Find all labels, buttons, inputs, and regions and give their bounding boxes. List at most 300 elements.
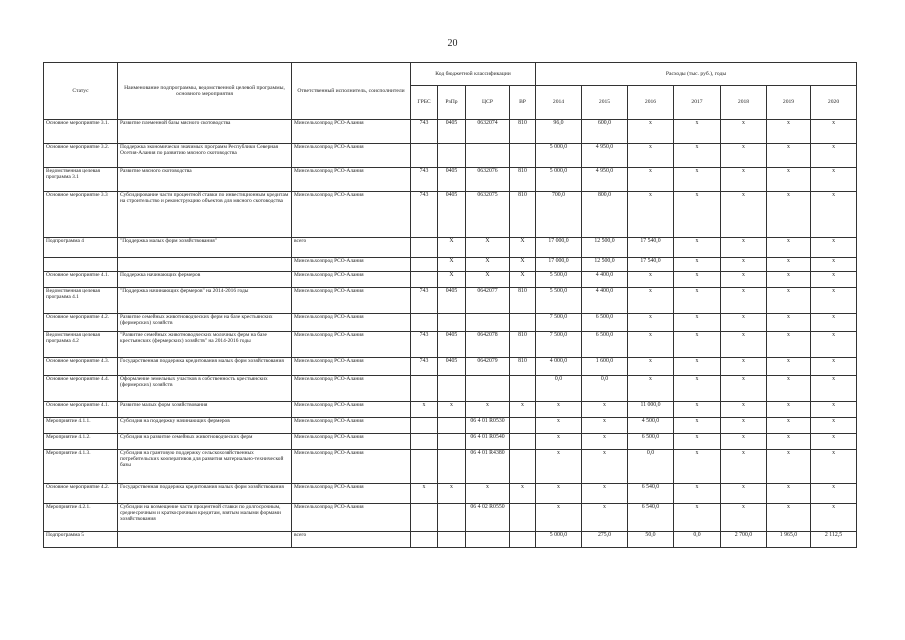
cell-amount: x <box>674 484 721 504</box>
table-row <box>44 376 857 402</box>
cell-amount: x <box>674 168 721 192</box>
cell-executor: Минсельхозпрод РСО-Алания <box>292 272 411 288</box>
cell-status: Основное мероприятие 4.1. <box>44 272 118 288</box>
cell-executor: Минсельхозпрод РСО-Алания <box>292 258 411 272</box>
cell-status: Мероприятие 4.1.3. <box>44 450 118 484</box>
table-row <box>44 288 857 314</box>
cell-amount: 4 400,0 <box>582 272 628 288</box>
cell-amount: x <box>767 120 811 144</box>
cell-executor: Минсельхозпрод РСО-Алания <box>292 376 411 402</box>
cell-executor: Минсельхозпрод РСО-Алания <box>292 120 411 144</box>
cell-status: Ведомственная целевая программа 4.2 <box>44 332 118 358</box>
cell-code-csr <box>466 376 510 402</box>
cell-amount: x <box>721 168 767 192</box>
cell-amount: 17 540,0 <box>628 258 674 272</box>
cell-executor: Минсельхозпрод РСО-Алания <box>292 450 411 484</box>
header-year: 2016 <box>628 86 674 120</box>
cell-amount: x <box>536 402 582 418</box>
cell-executor: Минсельхозпрод РСО-Алания <box>292 168 411 192</box>
cell-code-rzpr: x <box>438 402 466 418</box>
cell-amount: x <box>767 258 811 272</box>
table-row <box>44 258 857 272</box>
cell-amount: x <box>674 238 721 258</box>
cell-executor: Минсельхозпрод РСО-Алания <box>292 434 411 450</box>
cell-code-rzpr: 0405 <box>438 120 466 144</box>
table-row <box>44 168 857 192</box>
cell-amount: x <box>674 332 721 358</box>
cell-executor: Минсельхозпрод РСО-Алания <box>292 332 411 358</box>
cell-amount: 17 000,0 <box>536 258 582 272</box>
cell-amount: x <box>767 484 811 504</box>
cell-code-rzpr <box>438 144 466 168</box>
cell-name: Поддержка начинающих фермеров <box>118 272 292 288</box>
cell-amount: 5 000,0 <box>536 144 582 168</box>
cell-name: Субсидия на поддержку начинающих фермеров <box>118 418 292 434</box>
cell-amount: x <box>536 450 582 484</box>
cell-amount: 700,0 <box>536 192 582 238</box>
header-year: 2019 <box>767 86 811 120</box>
cell-code-grbs <box>411 258 438 272</box>
cell-code-rzpr: 0405 <box>438 288 466 314</box>
cell-amount: x <box>767 332 811 358</box>
cell-amount: x <box>767 272 811 288</box>
cell-amount: 800,0 <box>582 192 628 238</box>
header-code-group: Код бюджетной классификации <box>411 63 536 86</box>
cell-amount: x <box>536 504 582 532</box>
cell-name: Государственная поддержка кредитования малых форм хозяйствования <box>118 358 292 376</box>
cell-amount: x <box>721 314 767 332</box>
cell-code-csr: 06 4 02 R0550 <box>466 504 510 532</box>
cell-amount: 5 500,0 <box>536 288 582 314</box>
cell-status: Основное мероприятие 4.3. <box>44 358 118 376</box>
cell-code-csr: 06 4 01 R4380 <box>466 450 510 484</box>
cell-amount: x <box>767 192 811 238</box>
cell-amount: x <box>811 314 857 332</box>
cell-code-vr: 810 <box>510 358 536 376</box>
cell-executor: Минсельхозпрод РСО-Алания <box>292 402 411 418</box>
cell-code-grbs <box>411 238 438 258</box>
cell-code-grbs <box>411 144 438 168</box>
cell-code-csr <box>466 532 510 548</box>
cell-code-grbs <box>411 532 438 548</box>
cell-name: Развитие малых форм хозяйствования <box>118 402 292 418</box>
cell-code-grbs: 743 <box>411 168 438 192</box>
cell-executor: Минсельхозпрод РСО-Алания <box>292 484 411 504</box>
cell-code-rzpr: 0405 <box>438 192 466 238</box>
cell-amount: x <box>767 168 811 192</box>
header-expense-group: Расходы (тыс. руб.), годы <box>536 63 857 86</box>
cell-amount: x <box>767 144 811 168</box>
cell-code-vr <box>510 450 536 484</box>
cell-executor: Минсельхозпрод РСО-Алания <box>292 504 411 532</box>
cell-executor: Минсельхозпрод РСО-Алания <box>292 418 411 434</box>
cell-amount: x <box>811 450 857 484</box>
cell-code-vr: 810 <box>510 332 536 358</box>
cell-code-grbs <box>411 418 438 434</box>
table-row <box>44 532 857 548</box>
cell-amount: 6 500,0 <box>582 332 628 358</box>
cell-amount: x <box>582 434 628 450</box>
table-row <box>44 314 857 332</box>
cell-amount: x <box>674 376 721 402</box>
cell-amount: x <box>674 192 721 238</box>
cell-amount: 6 540,0 <box>628 504 674 532</box>
cell-code-vr <box>510 314 536 332</box>
cell-name: Развитие мясного скотоводства <box>118 168 292 192</box>
cell-name: "Поддержка начинающих фермеров" на 2014-2016 годы <box>118 288 292 314</box>
cell-amount: x <box>811 192 857 238</box>
cell-amount: x <box>721 192 767 238</box>
cell-status: Подпрограмма 4 <box>44 238 118 258</box>
cell-amount: x <box>536 434 582 450</box>
cell-status: Ведомственная целевая программа 4.1 <box>44 288 118 314</box>
cell-amount: x <box>721 144 767 168</box>
cell-name: Государственная поддержка кредитования малых форм хозяйствования <box>118 484 292 504</box>
cell-code-vr: 810 <box>510 288 536 314</box>
cell-amount: x <box>674 288 721 314</box>
cell-executor: Минсельхозпрод РСО-Алания <box>292 192 411 238</box>
cell-code-rzpr <box>438 376 466 402</box>
budget-table <box>43 62 857 548</box>
cell-amount: 0,0 <box>628 450 674 484</box>
cell-status: Основное мероприятие 4.1. <box>44 402 118 418</box>
cell-amount: x <box>811 288 857 314</box>
header-year: 2015 <box>582 86 628 120</box>
cell-amount: x <box>628 358 674 376</box>
header-code-grbs: ГРБС <box>411 86 438 120</box>
cell-amount: x <box>767 434 811 450</box>
cell-amount: x <box>767 450 811 484</box>
cell-code-grbs <box>411 272 438 288</box>
cell-code-rzpr <box>438 418 466 434</box>
cell-amount: x <box>721 258 767 272</box>
cell-amount: 600,0 <box>582 120 628 144</box>
page-number: 20 <box>447 38 458 49</box>
header-year: 2017 <box>674 86 721 120</box>
cell-amount: 7 500,0 <box>536 332 582 358</box>
cell-amount: x <box>811 418 857 434</box>
cell-amount: x <box>628 120 674 144</box>
cell-code-vr: x <box>510 484 536 504</box>
cell-amount: 1 965,0 <box>767 532 811 548</box>
header-year: 2018 <box>721 86 767 120</box>
cell-code-rzpr: X <box>438 238 466 258</box>
cell-amount: x <box>674 314 721 332</box>
cell-status: Основное мероприятие 4.2. <box>44 484 118 504</box>
cell-code-csr: X <box>466 272 510 288</box>
cell-amount: 5 000,0 <box>536 168 582 192</box>
cell-amount: x <box>628 192 674 238</box>
header-name: Наименование подпрограммы, ведомственной целевой программы, основного мероприятия <box>118 63 292 120</box>
cell-code-rzpr: X <box>438 272 466 288</box>
table-row <box>44 358 857 376</box>
cell-status: Основное мероприятие 3.3 <box>44 192 118 238</box>
cell-amount: x <box>811 272 857 288</box>
cell-amount: x <box>767 376 811 402</box>
cell-amount: x <box>628 332 674 358</box>
cell-amount: 0,0 <box>582 376 628 402</box>
cell-executor: всего <box>292 238 411 258</box>
cell-amount: 5 500,0 <box>536 272 582 288</box>
cell-code-rzpr <box>438 314 466 332</box>
cell-name: Субсидии на возмещение части процентной ставки по долгосрочным, среднесрочным и краткосрочным кредитам, взятым малыми формами хозяйствования <box>118 504 292 532</box>
cell-amount: x <box>674 120 721 144</box>
cell-amount: 0,0 <box>674 532 721 548</box>
cell-code-vr <box>510 376 536 402</box>
table-row <box>44 238 857 258</box>
cell-amount: x <box>811 144 857 168</box>
cell-amount: x <box>811 120 857 144</box>
cell-amount: x <box>582 418 628 434</box>
cell-amount: 4 950,0 <box>582 144 628 168</box>
table-body <box>44 120 857 548</box>
cell-name <box>118 532 292 548</box>
cell-amount: x <box>582 484 628 504</box>
header-executor: Ответственный исполнитель, соисполнители <box>292 63 411 120</box>
table-row <box>44 434 857 450</box>
cell-code-grbs: 743 <box>411 192 438 238</box>
table-row <box>44 450 857 484</box>
cell-amount: 12 500,0 <box>582 258 628 272</box>
cell-amount: x <box>767 504 811 532</box>
cell-amount: 17 000,0 <box>536 238 582 258</box>
cell-code-vr: X <box>510 238 536 258</box>
cell-amount: x <box>767 314 811 332</box>
cell-executor: Минсельхозпрод РСО-Алания <box>292 358 411 376</box>
cell-amount: x <box>811 258 857 272</box>
cell-name: Оформление земельных участков в собственность крестьянских (фермерских) хозяйств <box>118 376 292 402</box>
cell-name: Поддержка экономически значимых программ Республики Северная Осетия-Алания по развитию мясного скотоводства <box>118 144 292 168</box>
cell-status: Основное мероприятие 3.1. <box>44 120 118 144</box>
cell-code-vr <box>510 418 536 434</box>
table-row <box>44 144 857 168</box>
cell-code-csr: 06 4 01 R0530 <box>466 418 510 434</box>
cell-amount: x <box>536 484 582 504</box>
cell-amount: 5 000,0 <box>536 532 582 548</box>
cell-amount: x <box>674 450 721 484</box>
cell-amount: 4 400,0 <box>582 288 628 314</box>
cell-amount: 96,0 <box>536 120 582 144</box>
table-row <box>44 402 857 418</box>
cell-executor: Минсельхозпрод РСО-Алания <box>292 144 411 168</box>
cell-status: Основное мероприятие 3.2. <box>44 144 118 168</box>
cell-code-csr: 0632075 <box>466 192 510 238</box>
cell-name: Субсидирование части процентной ставки по инвестиционным кредитам на строительство и реконструкцию объектов для мясного скотоводства <box>118 192 292 238</box>
cell-code-csr: X <box>466 238 510 258</box>
cell-amount: x <box>767 418 811 434</box>
cell-code-csr: X <box>466 258 510 272</box>
cell-amount: x <box>628 376 674 402</box>
cell-amount: x <box>674 358 721 376</box>
cell-code-grbs: x <box>411 484 438 504</box>
cell-amount: 2 700,0 <box>721 532 767 548</box>
cell-code-vr <box>510 504 536 532</box>
cell-name: Развитие племенной базы мясного скотоводства <box>118 120 292 144</box>
table-row <box>44 120 857 144</box>
cell-amount: 6 500,0 <box>628 434 674 450</box>
cell-amount: x <box>721 120 767 144</box>
cell-amount: x <box>628 272 674 288</box>
cell-amount: x <box>721 434 767 450</box>
table-row <box>44 484 857 504</box>
cell-code-grbs: 743 <box>411 288 438 314</box>
cell-status: Мероприятие 4.1.2. <box>44 434 118 450</box>
cell-amount: x <box>811 484 857 504</box>
cell-amount: 11 000,0 <box>628 402 674 418</box>
cell-amount: x <box>674 434 721 450</box>
header-code-vr: ВР <box>510 86 536 120</box>
cell-amount: 275,0 <box>582 532 628 548</box>
cell-code-vr: x <box>510 402 536 418</box>
cell-status: Основное мероприятие 4.4. <box>44 376 118 402</box>
cell-name: "Поддержка малых форм хозяйствования" <box>118 238 292 258</box>
cell-name: Субсидия на грантовую поддержку сельскохозяйственных потребительских кооперативов для развития материально-технической базы <box>118 450 292 484</box>
cell-amount: x <box>811 504 857 532</box>
cell-amount: x <box>628 144 674 168</box>
cell-amount: x <box>582 504 628 532</box>
cell-amount: x <box>721 272 767 288</box>
cell-code-grbs <box>411 376 438 402</box>
cell-amount: x <box>811 358 857 376</box>
cell-amount: x <box>767 402 811 418</box>
cell-amount: 0,0 <box>536 376 582 402</box>
cell-amount: x <box>674 504 721 532</box>
table-row <box>44 192 857 238</box>
cell-amount: 17 540,0 <box>628 238 674 258</box>
cell-amount: x <box>721 376 767 402</box>
header-year: 2014 <box>536 86 582 120</box>
cell-amount: x <box>536 418 582 434</box>
cell-code-csr: 06 4 01 R0540 <box>466 434 510 450</box>
cell-code-rzpr: X <box>438 258 466 272</box>
cell-code-grbs: x <box>411 402 438 418</box>
cell-amount: x <box>721 504 767 532</box>
cell-amount: x <box>767 238 811 258</box>
cell-code-rzpr: x <box>438 484 466 504</box>
cell-amount: x <box>721 484 767 504</box>
cell-code-vr: X <box>510 258 536 272</box>
cell-code-vr: X <box>510 272 536 288</box>
cell-code-vr: 810 <box>510 120 536 144</box>
cell-amount: x <box>811 332 857 358</box>
cell-amount: x <box>674 144 721 168</box>
cell-amount: x <box>811 434 857 450</box>
cell-code-rzpr: 0405 <box>438 358 466 376</box>
cell-code-vr <box>510 144 536 168</box>
cell-code-csr: 0632076 <box>466 168 510 192</box>
cell-amount: x <box>628 168 674 192</box>
cell-code-csr: x <box>466 402 510 418</box>
cell-amount: x <box>721 418 767 434</box>
cell-code-vr: 810 <box>510 168 536 192</box>
cell-code-grbs <box>411 450 438 484</box>
cell-status: Основное мероприятие 4.2. <box>44 314 118 332</box>
cell-code-csr: 0642079 <box>466 358 510 376</box>
cell-amount: 12 500,0 <box>582 238 628 258</box>
cell-amount: x <box>811 238 857 258</box>
cell-code-csr: x <box>466 484 510 504</box>
cell-name: Субсидия на развитие семейных животноводческих ферм <box>118 434 292 450</box>
cell-amount: x <box>811 168 857 192</box>
cell-amount: x <box>811 376 857 402</box>
cell-executor: всего <box>292 532 411 548</box>
cell-code-csr: 0642078 <box>466 332 510 358</box>
cell-code-csr: 0642077 <box>466 288 510 314</box>
cell-status: Подпрограмма 5 <box>44 532 118 548</box>
cell-amount: x <box>674 402 721 418</box>
cell-amount: x <box>628 288 674 314</box>
cell-amount: x <box>628 314 674 332</box>
cell-amount: 6 500,0 <box>582 314 628 332</box>
cell-code-rzpr <box>438 532 466 548</box>
cell-code-csr: 0632074 <box>466 120 510 144</box>
cell-amount: x <box>674 272 721 288</box>
cell-amount: x <box>674 418 721 434</box>
cell-code-vr <box>510 532 536 548</box>
cell-code-rzpr: 0405 <box>438 332 466 358</box>
cell-amount: 4 500,0 <box>628 418 674 434</box>
cell-amount: x <box>582 450 628 484</box>
cell-amount: x <box>721 358 767 376</box>
cell-amount: 1 600,0 <box>582 358 628 376</box>
cell-code-grbs: 743 <box>411 332 438 358</box>
cell-code-grbs <box>411 434 438 450</box>
cell-status <box>44 258 118 272</box>
cell-amount: x <box>674 258 721 272</box>
cell-amount: 50,0 <box>628 532 674 548</box>
table-row <box>44 418 857 434</box>
header-code-rzpr: РзПр <box>438 86 466 120</box>
cell-amount: x <box>721 402 767 418</box>
cell-code-grbs: 743 <box>411 120 438 144</box>
cell-amount: x <box>767 358 811 376</box>
cell-amount: x <box>721 288 767 314</box>
cell-amount: x <box>721 332 767 358</box>
cell-amount: x <box>767 288 811 314</box>
cell-name <box>118 258 292 272</box>
table-row <box>44 332 857 358</box>
cell-amount: 2 112,5 <box>811 532 857 548</box>
header-year: 2020 <box>811 86 857 120</box>
cell-code-grbs <box>411 314 438 332</box>
cell-name: "Развитие семейных животноводческих молочных ферм на базе крестьянских (фермерских) хозяйств" на 2014-2016 годы <box>118 332 292 358</box>
table-row <box>44 272 857 288</box>
cell-amount: 6 540,0 <box>628 484 674 504</box>
cell-status: Мероприятие 4.2.1. <box>44 504 118 532</box>
cell-name: Развитие семейных животноводческих ферм на базе крестьянских (фермерских) хозяйств <box>118 314 292 332</box>
cell-amount: x <box>811 402 857 418</box>
cell-amount: 4 950,0 <box>582 168 628 192</box>
cell-status: Мероприятие 4.1.1. <box>44 418 118 434</box>
cell-code-grbs: 743 <box>411 358 438 376</box>
cell-amount: x <box>582 402 628 418</box>
cell-code-rzpr <box>438 450 466 484</box>
cell-amount: x <box>721 450 767 484</box>
header-status: Статус <box>44 63 118 120</box>
header-code-csr: ЦСР <box>466 86 510 120</box>
cell-executor: Минсельхозпрод РСО-Алания <box>292 288 411 314</box>
table-row <box>44 504 857 532</box>
cell-code-rzpr <box>438 434 466 450</box>
cell-code-rzpr <box>438 504 466 532</box>
cell-code-csr <box>466 144 510 168</box>
cell-code-grbs <box>411 504 438 532</box>
cell-status: Ведомственная целевая программа 3.1 <box>44 168 118 192</box>
cell-code-rzpr: 0405 <box>438 168 466 192</box>
cell-executor: Минсельхозпрод РСО-Алания <box>292 314 411 332</box>
cell-code-vr: 810 <box>510 192 536 238</box>
cell-amount: 7 500,0 <box>536 314 582 332</box>
